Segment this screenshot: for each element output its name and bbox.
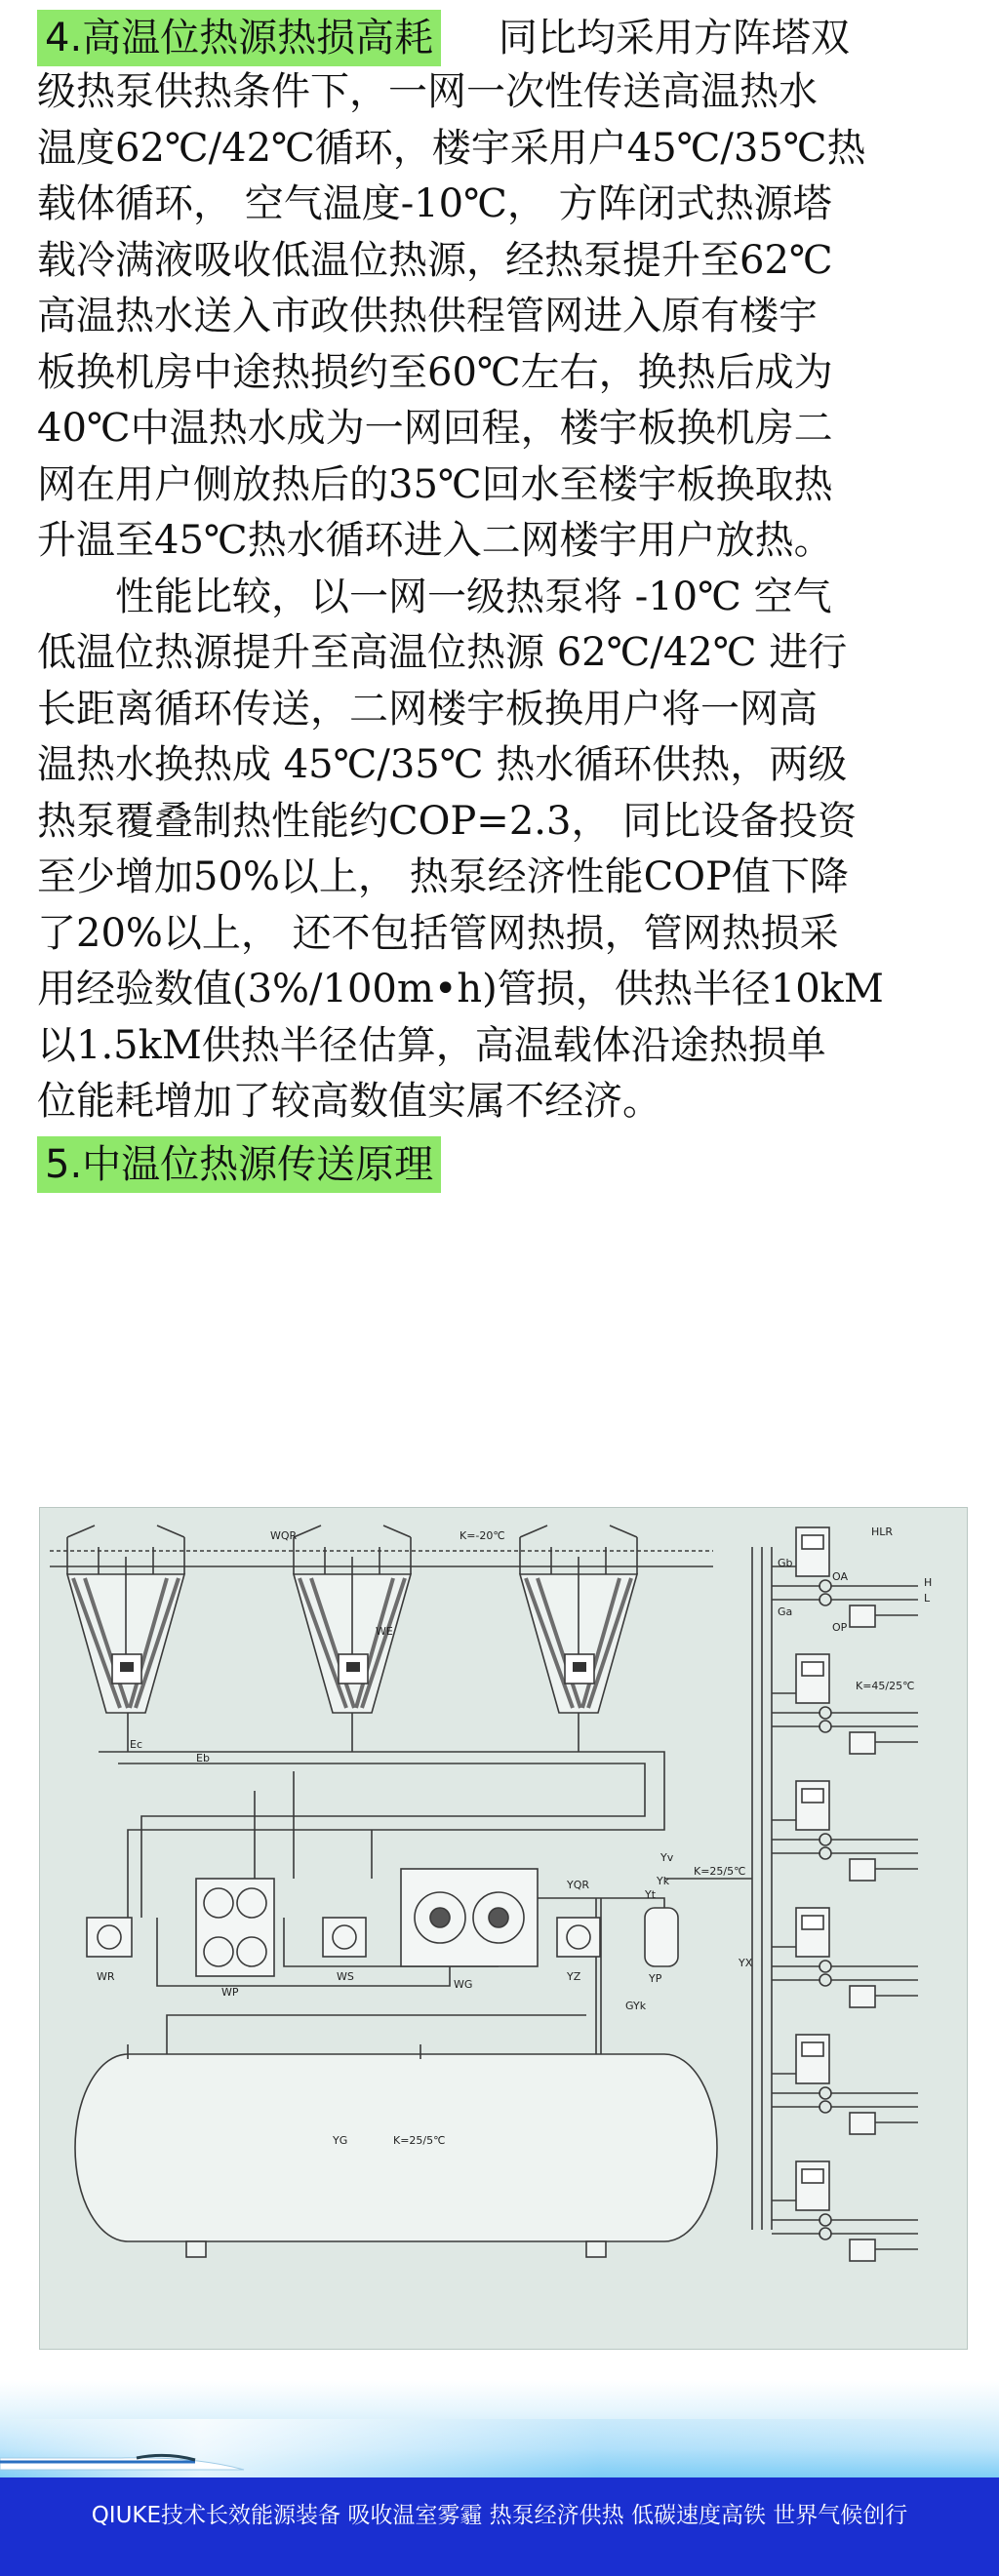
label-ec: Ec bbox=[130, 1738, 142, 1751]
paragraph-line: 低温位热源提升至高温位热源 62℃/42℃ 进行 bbox=[37, 630, 848, 675]
paragraph-line: 板换机房中途热损约至60℃左右，换热后成为 bbox=[37, 349, 833, 395]
paragraph-line: 至少增加50%以上， 热泵经济性能COP值下降 bbox=[37, 854, 849, 899]
label-yk: Yk bbox=[657, 1875, 670, 1887]
label-yx: YX bbox=[739, 1957, 753, 1969]
paragraph-line: 性能比较，以一网一级热泵将 -10℃ 空气 bbox=[115, 574, 832, 619]
paragraph-line: 级热泵供热条件下，一网一次性传送高温热水 bbox=[37, 69, 818, 114]
heat-source-tower bbox=[67, 1526, 184, 1713]
paragraph-line: 升温至45℃热水循环进入二网楼宇用户放热。 bbox=[37, 518, 833, 563]
label-oa: OA bbox=[832, 1570, 848, 1583]
label-gb: Gb bbox=[778, 1557, 793, 1569]
paragraph-line: 载体循环， 空气温度-10℃， 方阵闭式热源塔 bbox=[37, 181, 832, 226]
paragraph-2 bbox=[37, 570, 964, 1130]
schematic-drawing bbox=[40, 1508, 967, 2349]
paragraph-line: 位能耗增加了较高数值实属不经济。 bbox=[37, 1079, 661, 1124]
label-wr: WR bbox=[97, 1970, 115, 1983]
label-yt: Yt bbox=[645, 1888, 657, 1901]
label-k-mid: K=25/5℃ bbox=[694, 1865, 746, 1878]
section-4-heading: 4.高温位热源热损高耗 bbox=[37, 10, 441, 66]
plate-exchanger-wp bbox=[196, 1879, 274, 1976]
label-ws: WS bbox=[337, 1970, 354, 1983]
label-yz: YZ bbox=[567, 1970, 581, 1983]
paragraph-line: 温热水换热成 45℃/35℃ 热水循环供热，两级 bbox=[37, 742, 848, 787]
paragraph-line: 用经验数值(3%/100m•h)管损，供热半径10kM bbox=[37, 967, 884, 1011]
paragraph-1-first-line: 同比均采用方阵塔双 bbox=[498, 16, 850, 60]
footer-banner bbox=[0, 2380, 999, 2576]
tank-yp bbox=[645, 1908, 678, 1966]
label-wp: WP bbox=[221, 1986, 239, 1999]
label-ga: Ga bbox=[778, 1605, 793, 1618]
paragraph-line: 温度62℃/42℃循环，楼宇采用户45℃/35℃热 bbox=[37, 125, 866, 171]
user-column bbox=[752, 1527, 918, 2261]
paragraph-line: 长距离循环传送，二网楼宇板换用户将一网高 bbox=[37, 686, 818, 732]
label-k-air: K=-20℃ bbox=[460, 1529, 505, 1542]
article-body bbox=[37, 8, 964, 1195]
label-op: OP bbox=[832, 1621, 848, 1634]
paragraph-line: 网在用户侧放热后的35℃回水至楼宇板换取热 bbox=[37, 461, 833, 507]
label-l: L bbox=[924, 1592, 931, 1605]
footer-slogan: QIUKE技术长效能源装备 吸收温室雾霾 热泵经济供热 低碳速度高铁 世界气候创行 bbox=[91, 2503, 908, 2528]
section-5-heading-line bbox=[37, 1134, 964, 1195]
pump-ws bbox=[323, 1918, 366, 1957]
heat-source-schematic bbox=[39, 1507, 968, 2350]
heat-pump-wg bbox=[401, 1869, 538, 1966]
pump-wr bbox=[87, 1918, 132, 1957]
label-wqr: WQR bbox=[270, 1529, 298, 1542]
paragraph-line: 了20%以上， 还不包括管网热损，管网热损采 bbox=[37, 910, 839, 956]
cooling-tower-array bbox=[50, 1526, 713, 1713]
label-gyk: GYk bbox=[625, 2000, 647, 2012]
label-hlr: HLR bbox=[871, 1526, 894, 1538]
section-5-heading: 5.中温位热源传送原理 bbox=[37, 1136, 441, 1193]
bullet-train-icon bbox=[0, 2409, 254, 2477]
label-k-user: K=45/25℃ bbox=[856, 1680, 915, 1692]
paragraph-line: 以1.5kM供热半径估算，高温载体沿途热损单 bbox=[37, 1022, 826, 1068]
storage-tank-yg bbox=[75, 2044, 717, 2257]
label-yqr: YQR bbox=[567, 1879, 590, 1891]
pump-yz bbox=[557, 1918, 600, 1957]
label-we: WE bbox=[376, 1625, 393, 1638]
section-4-heading-line bbox=[37, 8, 964, 68]
paragraph-line: 高温热水送入市政供热供程管网进入原有楼宇 bbox=[37, 294, 818, 338]
label-eb: Eb bbox=[196, 1752, 210, 1764]
label-yv: Yv bbox=[660, 1851, 674, 1864]
label-h: H bbox=[924, 1576, 933, 1589]
paragraph-line: 载冷满液吸收低温位热源，经热泵提升至62℃ bbox=[37, 237, 833, 283]
paragraph-line: 热泵覆叠制热性能约COP=2.3， 同比设备投资 bbox=[37, 798, 858, 844]
paragraph-line: 40℃中温热水成为一网回程，楼宇板换机房二 bbox=[37, 406, 833, 451]
paragraph-1 bbox=[37, 64, 964, 570]
label-yp: YP bbox=[649, 1972, 662, 1985]
label-k-tank: K=25/5℃ bbox=[393, 2134, 446, 2147]
label-wg: WG bbox=[454, 1978, 473, 1991]
label-yg: YG bbox=[333, 2134, 348, 2147]
